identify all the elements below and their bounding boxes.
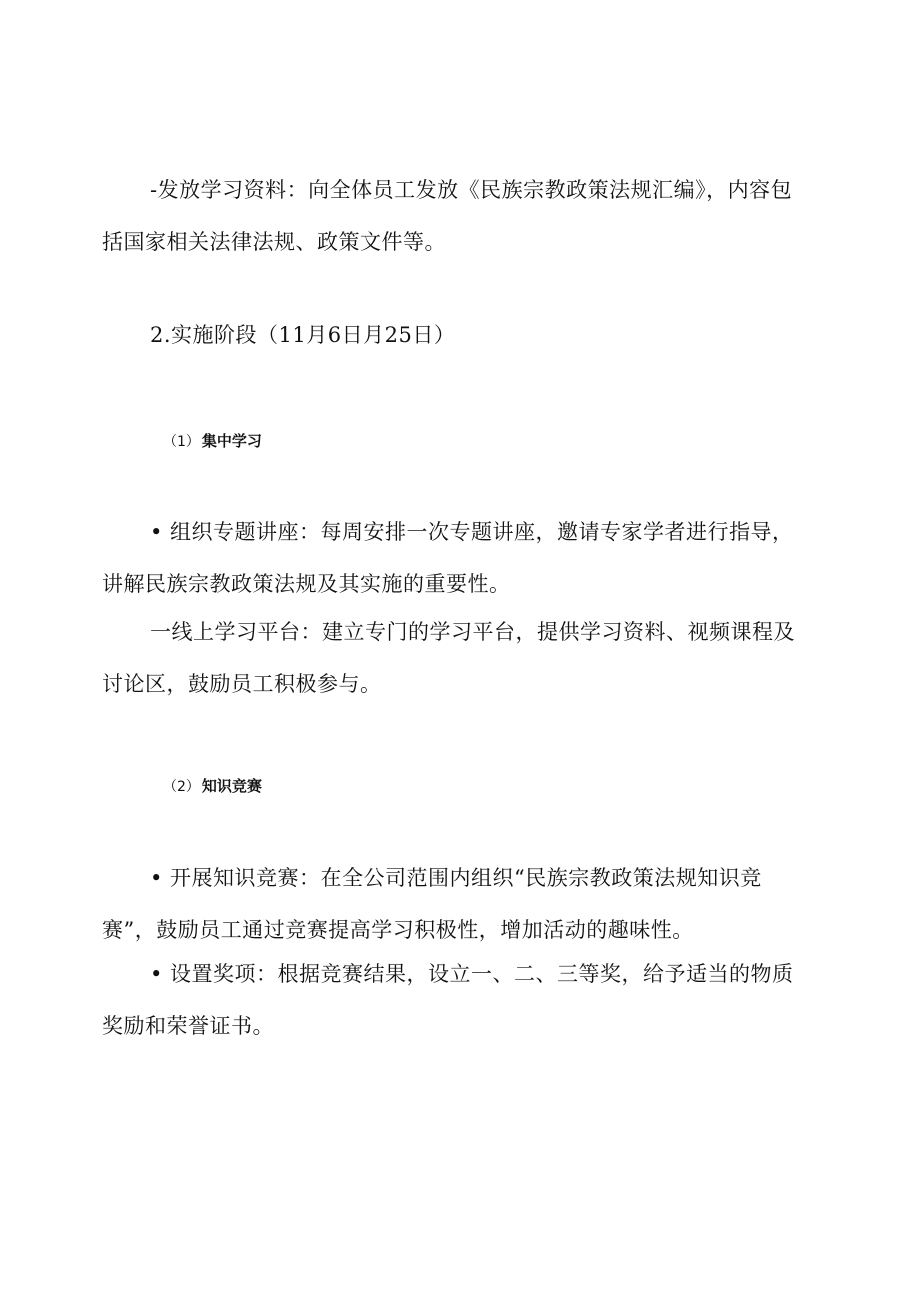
subheading-number: （2）: [163, 779, 200, 795]
subheading-title: 集中学习: [201, 432, 262, 450]
paragraph-distribute-materials: -发放学习资料：向全体员工发放《民族宗教政策法规汇编》，内容包括国家相关法律法规、政策文件等。: [102, 178, 793, 254]
section-heading-implementation-phase: 2.实施阶段（11月6日月25日）: [150, 323, 456, 347]
paragraph-awards: • 设置奖项：根据竞赛结果，设立一、二、三等奖，给予适当的物质奖励和荣誉证书。: [102, 962, 794, 1038]
paragraph-contest: • 开展知识竞赛：在全公司范围内组织“民族宗教政策法规知识竞赛”，鼓励员工通过竞赛提高学习积极性，增加活动的趣味性。: [102, 866, 762, 942]
subheading-concentrated-study: [163, 431, 262, 452]
subheading-title: 知识竞赛: [201, 777, 262, 795]
paragraph-online-platform: 一线上学习平台：建立专门的学习平台，提供学习资料、视频课程及讨论区，鼓励员工积极参与。: [102, 620, 795, 696]
paragraph-lecture: • 组织专题讲座：每周安排一次专题讲座，邀请专家学者进行指导，讲解民族宗教政策法规及其实施的重要性。: [102, 520, 794, 596]
subheading-number: （1）: [163, 434, 200, 450]
subheading-knowledge-contest: [163, 776, 262, 797]
